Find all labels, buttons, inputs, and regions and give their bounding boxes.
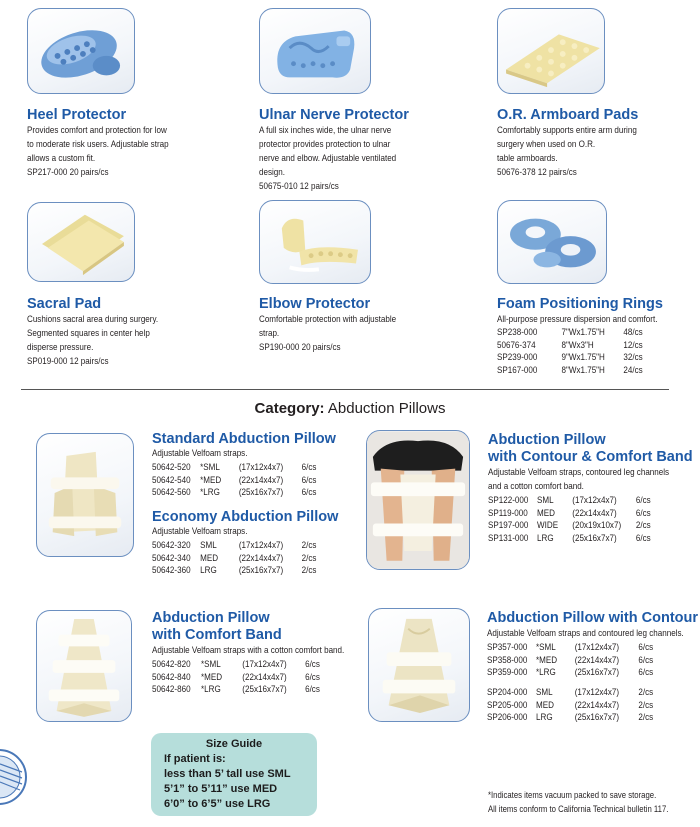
cell: (25x16x7x7) [574, 666, 620, 677]
section-divider [21, 389, 669, 390]
cell: (17x12x4x7) [574, 641, 620, 652]
product-description [487, 626, 684, 640]
table-row [497, 339, 643, 352]
desc-line: SP019-000 12 pairs/cs [27, 355, 109, 366]
desc-line: All-purpose pressure dispersion and comfort. [497, 313, 658, 324]
cell: *MED [201, 670, 223, 682]
table-row [488, 507, 651, 520]
footnote-line: *Indicates items vacuum packed to save storage. [488, 790, 657, 800]
size-guide-box [151, 733, 317, 816]
product-description [497, 123, 637, 179]
cell: WIDE [537, 519, 559, 530]
cell: SP119-000 [488, 506, 528, 518]
cell: *LRG [200, 486, 220, 497]
foam-rings-image [497, 200, 607, 284]
cell: (17x12x4x7) [238, 461, 284, 472]
contour-band-spec-table [488, 494, 651, 544]
product-title: Elbow Protector [259, 296, 371, 312]
table-row [152, 552, 316, 565]
desc-line: Comfortable protection with adjustable [259, 313, 397, 324]
desc-line: 50676-378 12 pairs/cs [497, 166, 577, 177]
cell: 50642-340 [152, 551, 191, 563]
cell: (20x19x10x7) [572, 519, 622, 530]
product-description [152, 643, 344, 657]
product-title [152, 610, 282, 644]
cell: 50642-520 [152, 461, 191, 472]
cell: (17x12x4x7) [574, 686, 620, 697]
cell: 8"Wx1.75"H [561, 363, 605, 375]
cell: 50642-360 [152, 564, 191, 575]
cell: 32/cs [623, 351, 643, 362]
table-row [497, 326, 643, 339]
cell: SML [536, 686, 553, 697]
table-row [152, 539, 316, 552]
cell: 50642-860 [152, 683, 191, 694]
cell: LRG [200, 564, 217, 575]
footnote [488, 789, 668, 816]
product-title: Standard Abduction Pillow [152, 431, 336, 447]
cell: 6/cs [638, 641, 654, 652]
sacral-pad-image [27, 202, 135, 282]
table-row [487, 699, 653, 712]
economy-spec-table [152, 539, 316, 577]
table-row [487, 686, 653, 699]
cell: SP122-000 [488, 494, 529, 505]
desc-line: Adjustable Velfoam straps with a cotton comfort band. [152, 644, 345, 655]
table-row [152, 564, 316, 577]
cell: (25x16x7x7) [242, 683, 287, 694]
cell: 6/cs [301, 473, 317, 485]
table-row [152, 474, 316, 487]
title-line: Abduction Pillow [488, 432, 606, 448]
product-title [488, 432, 693, 466]
desc-line: 50675-010 12 pairs/cs [259, 180, 339, 191]
cell: 2/cs [638, 698, 654, 710]
title-line: with Comfort Band [152, 627, 282, 643]
ulnar-nerve-protector-image [259, 8, 371, 94]
desc-line: Segmented squares in center help [27, 327, 150, 338]
cell: SML [537, 494, 554, 505]
table-row [488, 494, 651, 507]
corner-badge-icon [0, 748, 28, 806]
product-description [488, 465, 669, 493]
product-description [152, 524, 247, 538]
desc-line: Adjustable Velfoam straps. [152, 447, 248, 458]
table-row [488, 532, 651, 545]
cell: 9"Wx1.75"H [561, 351, 605, 362]
size-guide-line: If patient is: [164, 753, 226, 765]
cell: 7"Wx1.75"H [561, 326, 605, 337]
cell: MED [200, 551, 219, 563]
cell: SP238-000 [497, 326, 538, 337]
comfort-band-pillow-image [36, 610, 132, 722]
cell: SP131-000 [488, 531, 529, 543]
standard-abduction-pillow-image [36, 433, 134, 557]
cell: 2/cs [635, 519, 651, 530]
product-title: O.R. Armboard Pads [497, 107, 639, 123]
desc-line: Cushions sacral area during surgery. [27, 313, 159, 324]
desc-line: and a cotton comfort band. [488, 480, 584, 491]
desc-line: Provides comfort and protection for low [27, 124, 167, 135]
category-label: Category: [254, 400, 325, 417]
table-row [152, 461, 316, 474]
cell: (17x12x4x7) [242, 658, 287, 669]
cell: (22x14x4x7) [242, 670, 287, 682]
cell: SP239-000 [497, 351, 538, 362]
cell: (25x16x7x7) [572, 531, 617, 543]
cell: (17x12x4x7) [572, 494, 617, 505]
cell: MED [536, 698, 554, 710]
desc-line: Adjustable Velfoam straps, contoured leg channels [488, 466, 670, 477]
table-row [497, 364, 643, 377]
cell: 6/cs [301, 461, 317, 472]
standard-spec-table [152, 461, 316, 499]
cell: SP204-000 [487, 686, 528, 697]
cell: LRG [536, 711, 553, 722]
cell: 50642-540 [152, 473, 191, 485]
desc-line: disperse pressure. [27, 341, 94, 352]
cell: *LRG [201, 683, 221, 694]
desc-line: table armboards. [497, 152, 558, 163]
cell: 6/cs [301, 486, 317, 497]
cell: 8"Wx3"H [561, 338, 594, 350]
product-description [497, 312, 657, 326]
table-row [487, 641, 653, 654]
table-row [487, 711, 653, 724]
cell: (25x16x7x7) [238, 486, 284, 497]
desc-line: Comfortably supports entire arm during [497, 124, 637, 135]
cell: SP359-000 [487, 666, 528, 677]
cell: *MED [536, 653, 558, 665]
cell: 2/cs [638, 686, 654, 697]
cell: 2/cs [301, 564, 317, 575]
elbow-protector-image [259, 200, 371, 284]
product-description [27, 123, 169, 179]
cell: 50642-560 [152, 486, 191, 497]
table-row [487, 654, 653, 667]
table-row [152, 671, 320, 684]
cell: 50676-374 [497, 338, 536, 350]
armboard-pads-image [497, 8, 605, 94]
contour-comfort-band-image [366, 430, 470, 570]
cell: SP358-000 [487, 653, 528, 665]
cell: SP197-000 [488, 519, 529, 530]
cell: (22x14x4x7) [574, 698, 620, 710]
cell: (25x16x7x7) [574, 711, 620, 722]
cell: (22x14x4x7) [238, 473, 284, 485]
cell: SML [200, 539, 217, 550]
table-row [152, 683, 320, 696]
desc-line: design. [259, 166, 286, 177]
cell: 48/cs [623, 326, 643, 337]
cell: 6/cs [638, 653, 654, 665]
cell: *SML [201, 658, 221, 669]
product-title: Heel Protector [27, 107, 127, 123]
desc-line: to moderate risk users. Adjustable strap [27, 138, 169, 149]
cell: *MED [200, 473, 222, 485]
product-title: Abduction Pillow with Contour [487, 610, 699, 626]
cell: 6/cs [635, 494, 651, 505]
title-line: with Contour & Comfort Band [488, 449, 693, 465]
product-title: Sacral Pad [27, 296, 102, 312]
cell: SP206-000 [487, 711, 528, 722]
cell: 50642-320 [152, 539, 191, 550]
category-heading [0, 400, 700, 417]
contour-spec-table-b [487, 686, 653, 724]
cell: 2/cs [301, 539, 317, 550]
desc-line: SP217-000 20 pairs/cs [27, 166, 109, 177]
cell: (22x14x4x7) [574, 653, 620, 665]
desc-line: SP190-000 20 pairs/cs [259, 341, 341, 352]
heel-protector-image [27, 8, 135, 94]
cell: 6/cs [305, 670, 320, 682]
cell: (17x12x4x7) [238, 539, 284, 550]
cell: 6/cs [638, 666, 654, 677]
cell: 24/cs [623, 363, 643, 375]
cell: 12/cs [623, 338, 643, 350]
contour-spec-table-a [487, 641, 653, 679]
cell: *SML [200, 461, 220, 472]
cell: 6/cs [635, 531, 651, 543]
rings-spec-table [497, 326, 643, 376]
product-title: Economy Abduction Pillow [152, 509, 339, 525]
desc-line: protector provides protection to ulnar [259, 138, 391, 149]
cell: (25x16x7x7) [238, 564, 284, 575]
table-row [487, 666, 653, 679]
cell: SP167-000 [497, 363, 538, 375]
product-title: Foam Positioning Rings [497, 296, 663, 312]
size-guide-heading: Size Guide [205, 738, 263, 750]
desc-line: Adjustable Velfoam straps. [152, 525, 248, 536]
cell: MED [537, 506, 555, 518]
product-description [259, 123, 396, 193]
product-description [27, 312, 158, 368]
cell: 2/cs [301, 551, 317, 563]
cell: 50642-820 [152, 658, 191, 669]
title-line: Abduction Pillow [152, 610, 270, 626]
product-title: Ulnar Nerve Protector [259, 107, 409, 123]
size-guide-line: 5’1” to 5’11” use MED [164, 783, 278, 795]
footnote-line: All items conform to California Technical bulletin 117. [488, 803, 669, 814]
product-description [152, 446, 247, 460]
cell: 6/cs [305, 658, 320, 669]
table-row [497, 351, 643, 364]
table-row [488, 519, 651, 532]
cell: *SML [536, 641, 556, 652]
desc-line: nerve and elbow. Adjustable ventilated [259, 152, 397, 163]
product-description [259, 312, 396, 354]
size-guide-line: 6’0” to 6’5” use LRG [164, 798, 271, 810]
cell: 50642-840 [152, 670, 191, 682]
cell: 6/cs [305, 683, 320, 694]
desc-line: Adjustable Velfoam straps and contoured leg channels. [487, 627, 684, 638]
comfort-band-spec-table [152, 658, 320, 696]
cell: 2/cs [638, 711, 654, 722]
cell: SP205-000 [487, 698, 528, 710]
cell: (22x14x4x7) [238, 551, 284, 563]
size-guide-line: less than 5’ tall use SML [164, 768, 291, 780]
desc-line: strap. [259, 327, 280, 338]
cell: 6/cs [635, 506, 651, 518]
table-row [152, 486, 316, 499]
cell: (22x14x4x7) [572, 506, 617, 518]
cell: *LRG [536, 666, 556, 677]
cell: LRG [537, 531, 554, 543]
category-name: Abduction Pillows [327, 400, 446, 417]
desc-line: allows a custom fit. [27, 152, 96, 163]
cell: SP357-000 [487, 641, 528, 652]
desc-line: A full six inches wide, the ulnar nerve [259, 124, 392, 135]
table-row [152, 658, 320, 671]
desc-line: surgery when used on O.R. [497, 138, 596, 149]
contour-pillow-image [368, 608, 470, 722]
